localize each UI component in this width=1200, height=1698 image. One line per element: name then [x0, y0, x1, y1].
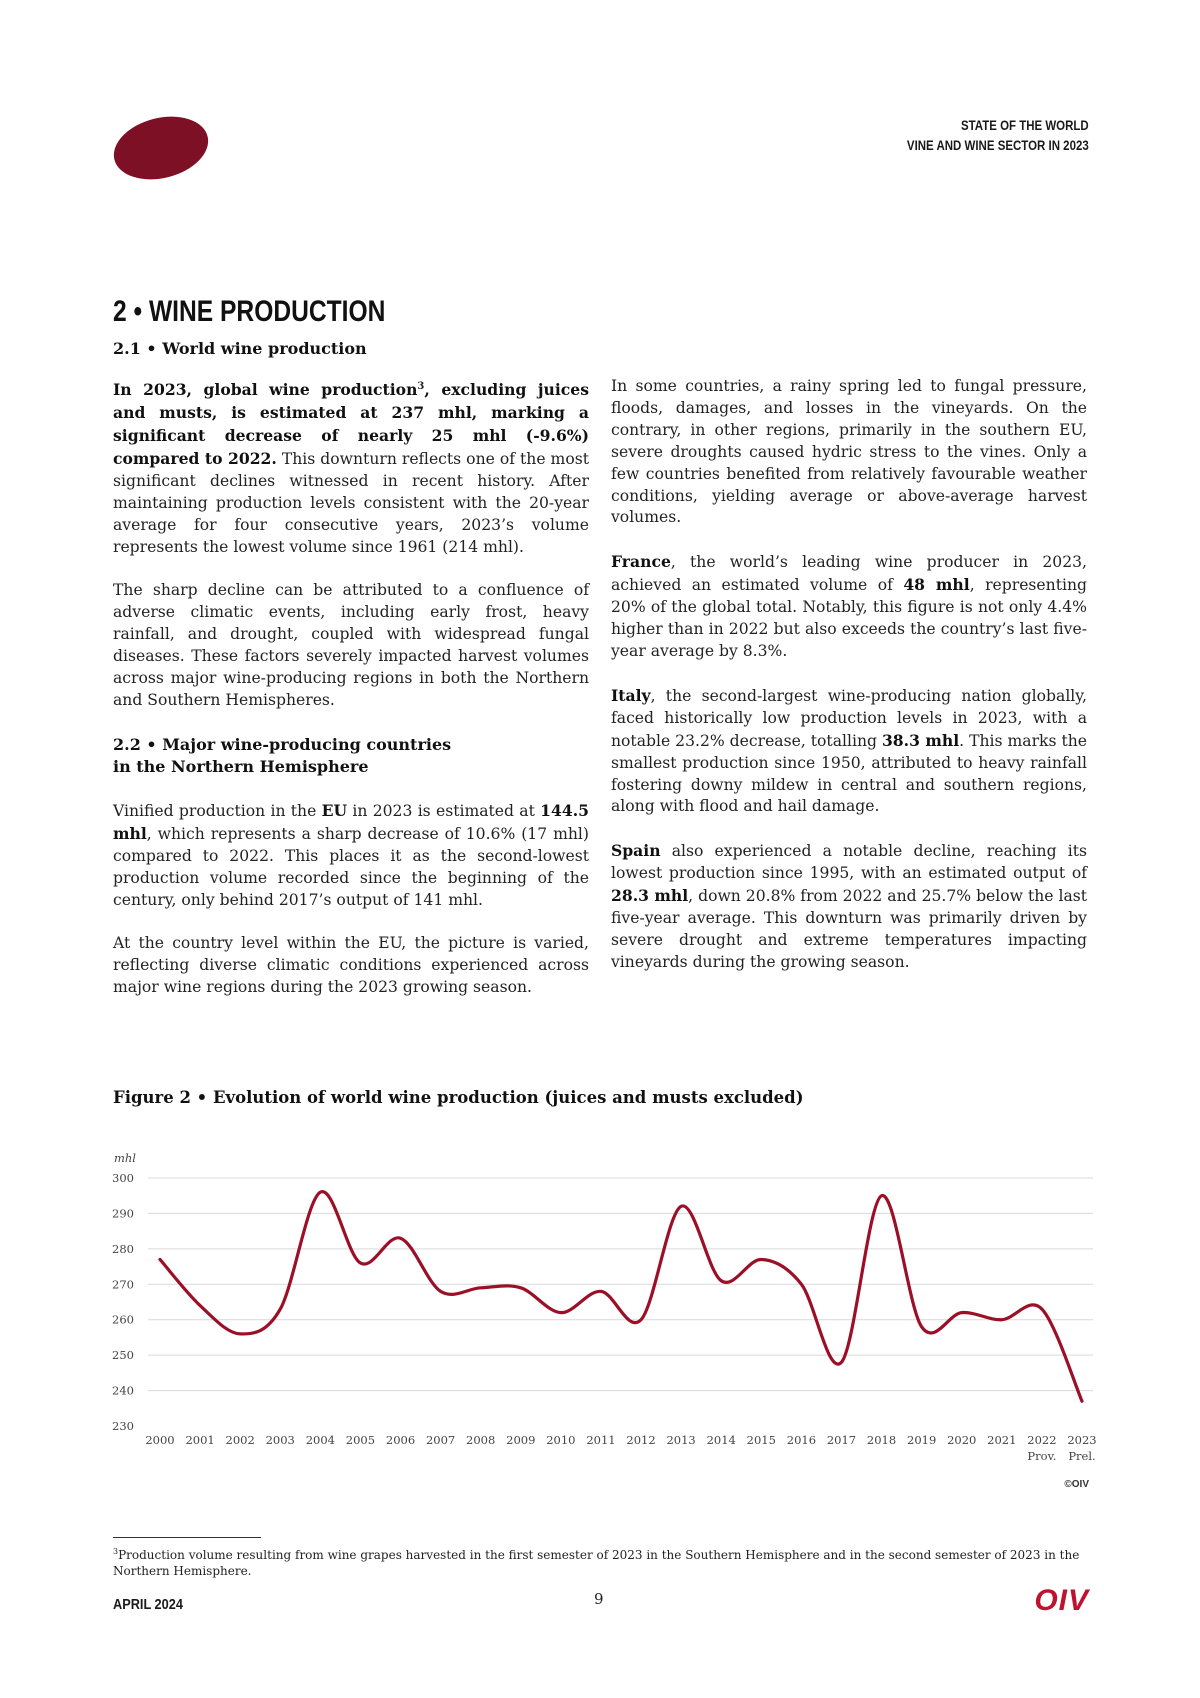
x-tick-label: 2019	[907, 1433, 937, 1447]
x-tick-label: 2008	[466, 1433, 496, 1447]
x-tick-label: 2023	[1067, 1433, 1097, 1447]
x-tick-sublabel: Prel.	[1068, 1449, 1096, 1463]
x-tick-label: 2011	[586, 1433, 616, 1447]
p3-value: 144.5 mhl	[113, 800, 589, 843]
x-tick-label: 2000	[145, 1433, 175, 1447]
x-tick-label: 2017	[826, 1433, 857, 1447]
copyright: ©OIV	[1064, 1479, 1089, 1490]
subsection-title-2-2-line1: 2.2 • Major wine-producing countries	[113, 734, 452, 754]
left-paragraph-1-text: This downturn reflects one of the most significant declines witnessed in recent history. After maintaining production levels consistent with the 20-year average for four consecutive years, 2023’s volume represents the lowest volume since 1961 (214 mhl).	[113, 449, 589, 556]
x-tick-label: 2013	[666, 1433, 696, 1447]
y-tick-label: 290	[112, 1206, 134, 1221]
x-tick-label: 2009	[506, 1433, 536, 1447]
header-logo-blob	[107, 107, 215, 188]
x-tick-label: 2012	[626, 1433, 656, 1447]
p3-text-a: Vinified production in the	[113, 801, 322, 820]
p3-text-c: , which represents a sharp decrease of 10.6% (17 mhl) compared to 2022. This places it as the second-lowest production volume recorded since the beginning of the century, only behind 2017’s output of 141 mhl.	[113, 824, 589, 909]
y-tick-label: 270	[112, 1277, 134, 1292]
subsection-title-2-2	[113, 734, 589, 778]
figure-title: Figure 2 • Evolution of world wine production (juices and musts excluded)	[113, 1088, 804, 1107]
spain-paragraph	[611, 840, 1087, 973]
left-column	[113, 376, 589, 1021]
x-tick-label: 2020	[947, 1433, 977, 1447]
lead-bold-a: In 2023, global wine production	[113, 380, 418, 400]
running-header-line1: STATE OF THE WORLD	[961, 117, 1089, 133]
x-tick-label: 2021	[987, 1433, 1017, 1447]
p3-text-b: in 2023 is estimated at	[347, 801, 541, 820]
footnote-ref[interactable]: 3	[417, 381, 425, 392]
left-paragraph-4: At the country level within the EU, the picture is varied, reflecting diverse climatic conditions experienced across major wine regions during the 2023 growing season.	[113, 934, 589, 997]
y-tick-label: 260	[112, 1312, 134, 1327]
italy-name: Italy	[611, 685, 651, 705]
italy-paragraph	[611, 685, 1087, 818]
oiv-logo: OIV	[1034, 1584, 1089, 1617]
spain-text-a: also experienced a notable decline, reaching its lowest production since 1995, with an estimated output of	[611, 842, 1087, 883]
right-paragraph-1: In some countries, a rainy spring led to fungal pressure, floods, damages, and losses in the vineyards. On the contrary, in other regions, primarily in the southern EU, severe droughts caused hydric stress to the vines. Only a few countries benefited from relatively favourable weather conditions, yielding average or above-average harvest volumes.	[611, 377, 1087, 527]
series-line-world-production	[160, 1192, 1082, 1402]
x-tick-label: 2006	[385, 1433, 416, 1447]
x-tick-label: 2022	[1027, 1433, 1057, 1447]
x-tick-label: 2007	[425, 1433, 456, 1447]
france-name: France	[611, 552, 671, 572]
y-tick-label: 240	[112, 1383, 134, 1398]
subsection-title-2-1: 2.1 • World wine production	[113, 339, 367, 358]
x-tick-label: 2014	[706, 1433, 736, 1447]
italy-text-b: . This marks the smallest production since 1950, attributed to heavy rainfall fostering downy mildew in central and southern regions, along with flood and hail damage.	[611, 731, 1088, 816]
p3-eu: EU	[321, 800, 348, 820]
y-tick-label: 230	[112, 1419, 134, 1433]
france-paragraph	[611, 551, 1087, 663]
footnote	[113, 1544, 1093, 1579]
france-value: 48 mhl	[903, 575, 970, 595]
y-axis-unit-label: mhl	[114, 1151, 136, 1165]
spain-value: 28.3 mhl	[611, 886, 689, 906]
section-title: 2 • WINE PRODUCTION	[113, 295, 386, 328]
x-tick-label: 2002	[225, 1433, 255, 1447]
x-tick-label: 2016	[786, 1433, 817, 1447]
right-column	[611, 376, 1087, 996]
footnote-mark: 3	[113, 1547, 119, 1556]
left-paragraph-2: The sharp decline can be attributed to a confluence of adverse climatic events, including early frost, heavy rainfall, and drought, coupled with widespread fungal diseases. These factors severely impacted harvest volumes across major wine-producing regions in both the Northern and Southern Hemispheres.	[113, 581, 589, 709]
x-tick-label: 2003	[265, 1433, 295, 1447]
france-text-b: , representing 20% of the global total. Notably, this figure is not only 4.4% higher than in 2022 but also exceeds the country’s last five-year average by 8.3%.	[611, 576, 1087, 660]
x-tick-label: 2004	[305, 1433, 335, 1447]
x-tick-label: 2018	[866, 1433, 897, 1447]
production-chart	[108, 1140, 1098, 1470]
y-tick-label: 280	[112, 1241, 134, 1256]
france-text-a: , the world’s leading wine producer in 2023, achieved an estimated volume of	[611, 553, 1087, 595]
left-paragraph-3	[113, 800, 589, 912]
x-tick-label: 2001	[185, 1433, 215, 1447]
italy-value: 38.3 mhl	[881, 730, 960, 750]
x-tick-label: 2015	[746, 1433, 776, 1447]
spain-text-b: , down 20.8% from 2022 and 25.7% below the last five-year average. This downturn was primarily driven by severe drought and extreme temperatures impacting vineyards during the growing season.	[611, 887, 1088, 971]
italy-text-a: , the second-largest wine-producing nation globally, faced historically low production levels in 2023, with a notable 23.2% decrease, totalling	[611, 686, 1087, 750]
y-tick-label: 300	[112, 1171, 134, 1185]
y-tick-label: 250	[112, 1348, 134, 1363]
footnote-text: Production volume resulting from wine grapes harvested in the first semester of 2023 in the Southern Hemisphere and in the second semester of 2023 in the Northern Hemisphere.	[113, 1548, 1080, 1578]
footer-date: APRIL 2024	[113, 1596, 183, 1613]
page-number: 9	[594, 1590, 604, 1608]
x-tick-label: 2005	[345, 1433, 376, 1447]
running-header-line2: VINE AND WINE SECTOR IN 2023	[907, 137, 1089, 153]
x-tick-label: 2010	[546, 1433, 576, 1447]
x-tick-sublabel: Prov.	[1027, 1449, 1057, 1463]
subsection-title-2-2-line2: in the Northern Hemisphere	[113, 756, 369, 776]
footnote-divider	[113, 1537, 261, 1538]
running-header	[907, 115, 1089, 155]
lead-bold-b: , excluding juices and musts, is estimated at 237 mhl, marking a significant decrease of nearly 25 mhl (-9.6%) compared to 2022.	[113, 380, 589, 468]
spain-name: Spain	[611, 841, 661, 861]
production-chart-svg	[108, 1140, 1098, 1470]
left-paragraph-1	[113, 376, 589, 558]
